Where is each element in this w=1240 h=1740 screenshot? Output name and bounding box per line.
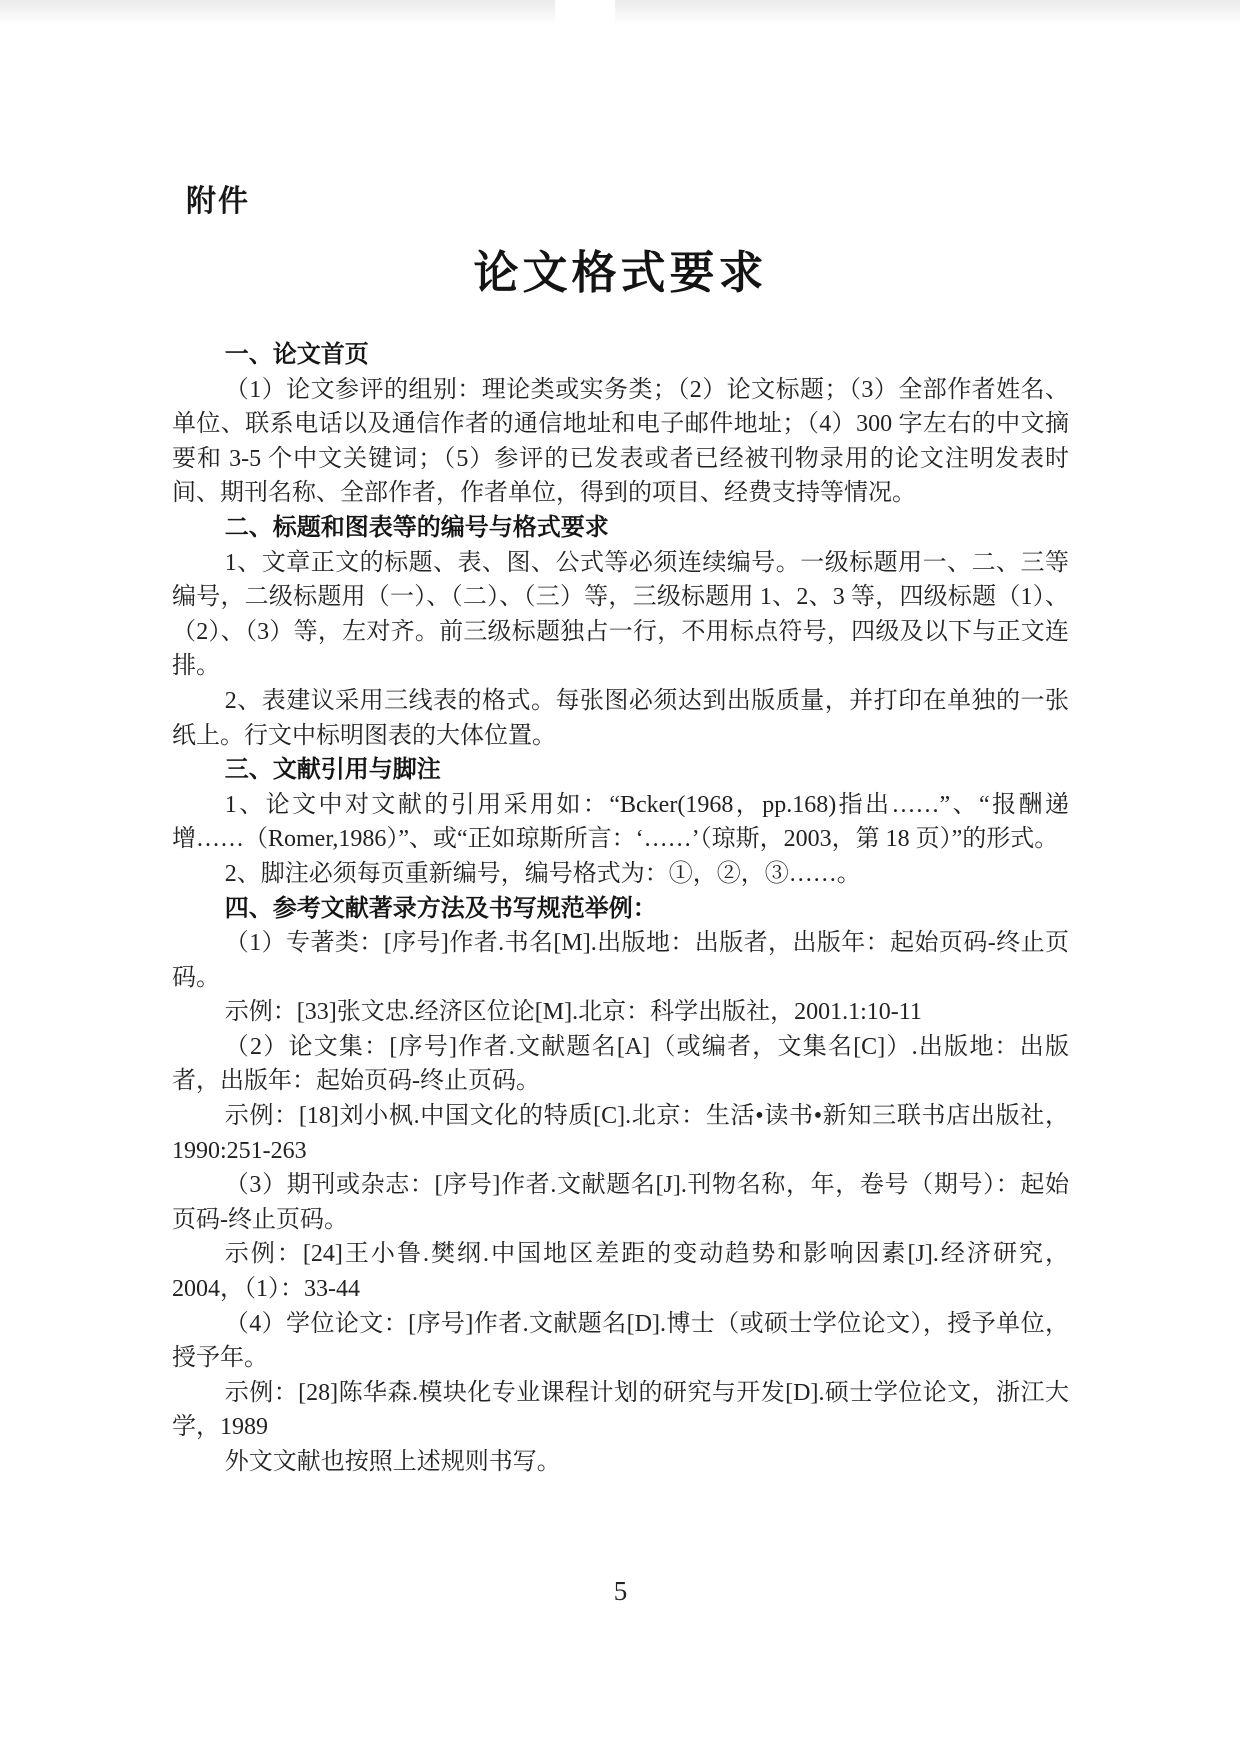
paragraph: 1、文章正文的标题、表、图、公式等必须连续编号。一级标题用一、二、三等编号，二级标题用（一）、（二）、（三）等，三级标题用 1、2、3 等，四级标题（1）、（2）、（3）等，左对齐。前三级标题独占一行，不用标点符号，四级及以下与正文连排。 — [172, 549, 1069, 680]
paragraph: 2、脚注必须每页重新编号，编号格式为：①，②，③……。 — [224, 860, 861, 887]
paragraph: （1）专著类：[序号]作者.书名[M].出版地：出版者，出版年：起始页码-终止页码。 — [172, 930, 1069, 991]
paragraph: 示例：[33]张文忠.经济区位论[M].北京：科学出版社，2001.1:10-11 — [224, 999, 922, 1026]
paragraph: 外文文献也按照上述规则书写。 — [224, 1449, 561, 1475]
attachment-label: 附件 — [186, 185, 250, 218]
paragraph: 2、表建议采用三线表的格式。每张图必须达到出版质量，并打印在单独的一张纸上。行文中标明图表的大体位置。 — [172, 687, 1069, 749]
scan-top-shading — [0, 0, 1240, 26]
section-heading: 一、论文首页 — [224, 341, 369, 368]
paragraph: 示例：[18]刘小枫.中国文化的特质[C].北京：生活•读书•新知三联书店出版社，1990:251-263 — [172, 1103, 1069, 1164]
scan-top-notch — [555, 0, 615, 26]
page-number: 5 — [613, 1576, 628, 1606]
page-title: 论文格式要求 — [473, 247, 768, 298]
paragraph: 示例：[24]王小鲁.樊纲.中国地区差距的变动趋势和影响因素[J].经济研究，2004，（1）：33-44 — [172, 1241, 1069, 1303]
paragraph: （3）期刊或杂志：[序号]作者.文献题名[J].刊物名称，年，卷号（期号）：起始页码-终止页码。 — [172, 1172, 1069, 1233]
paragraph: （4）学位论文：[序号]作者.文献题名[D].博士（或硕士学位论文），授予单位，授予年。 — [172, 1310, 1069, 1372]
paragraph: 1、论文中对文献的引用采用如：“Bcker(1968，pp.168)指出……”、“报酬递增……（Romer,1986）”、或“正如琼斯所言：‘……’（琼斯，2003，第 18 页）”的形式。 — [172, 791, 1069, 853]
paragraph: （2）论文集：[序号]作者.文献题名[A]（或编者，文集名[C]）.出版地：出版者，出版年：起始页码-终止页码。 — [172, 1033, 1069, 1095]
paragraph: 示例：[28]陈华森.模块化专业课程计划的研究与开发[D].硕士学位论文，浙江大学，1989 — [172, 1379, 1069, 1441]
section-heading: 三、文献引用与脚注 — [224, 756, 441, 784]
paragraph: （1）论文参评的组别：理论类或实务类；（2）论文标题；（3）全部作者姓名、单位、联系电话以及通信作者的通信地址和电子邮件地址；（4）300 字左右的中文摘要和 3-5 个中文关键词；（5）参评的已发表或者已经被刊物录用的论文注明发表时间、期刊名称、全部作者，作者单位，得到的项目、经费支持等情况。 — [172, 376, 1069, 507]
document-body — [172, 338, 1069, 1480]
section-heading: 四、参考文献著录方法及书写规范举例： — [224, 894, 657, 922]
section-heading: 二、标题和图表等的编号与格式要求 — [224, 513, 609, 541]
